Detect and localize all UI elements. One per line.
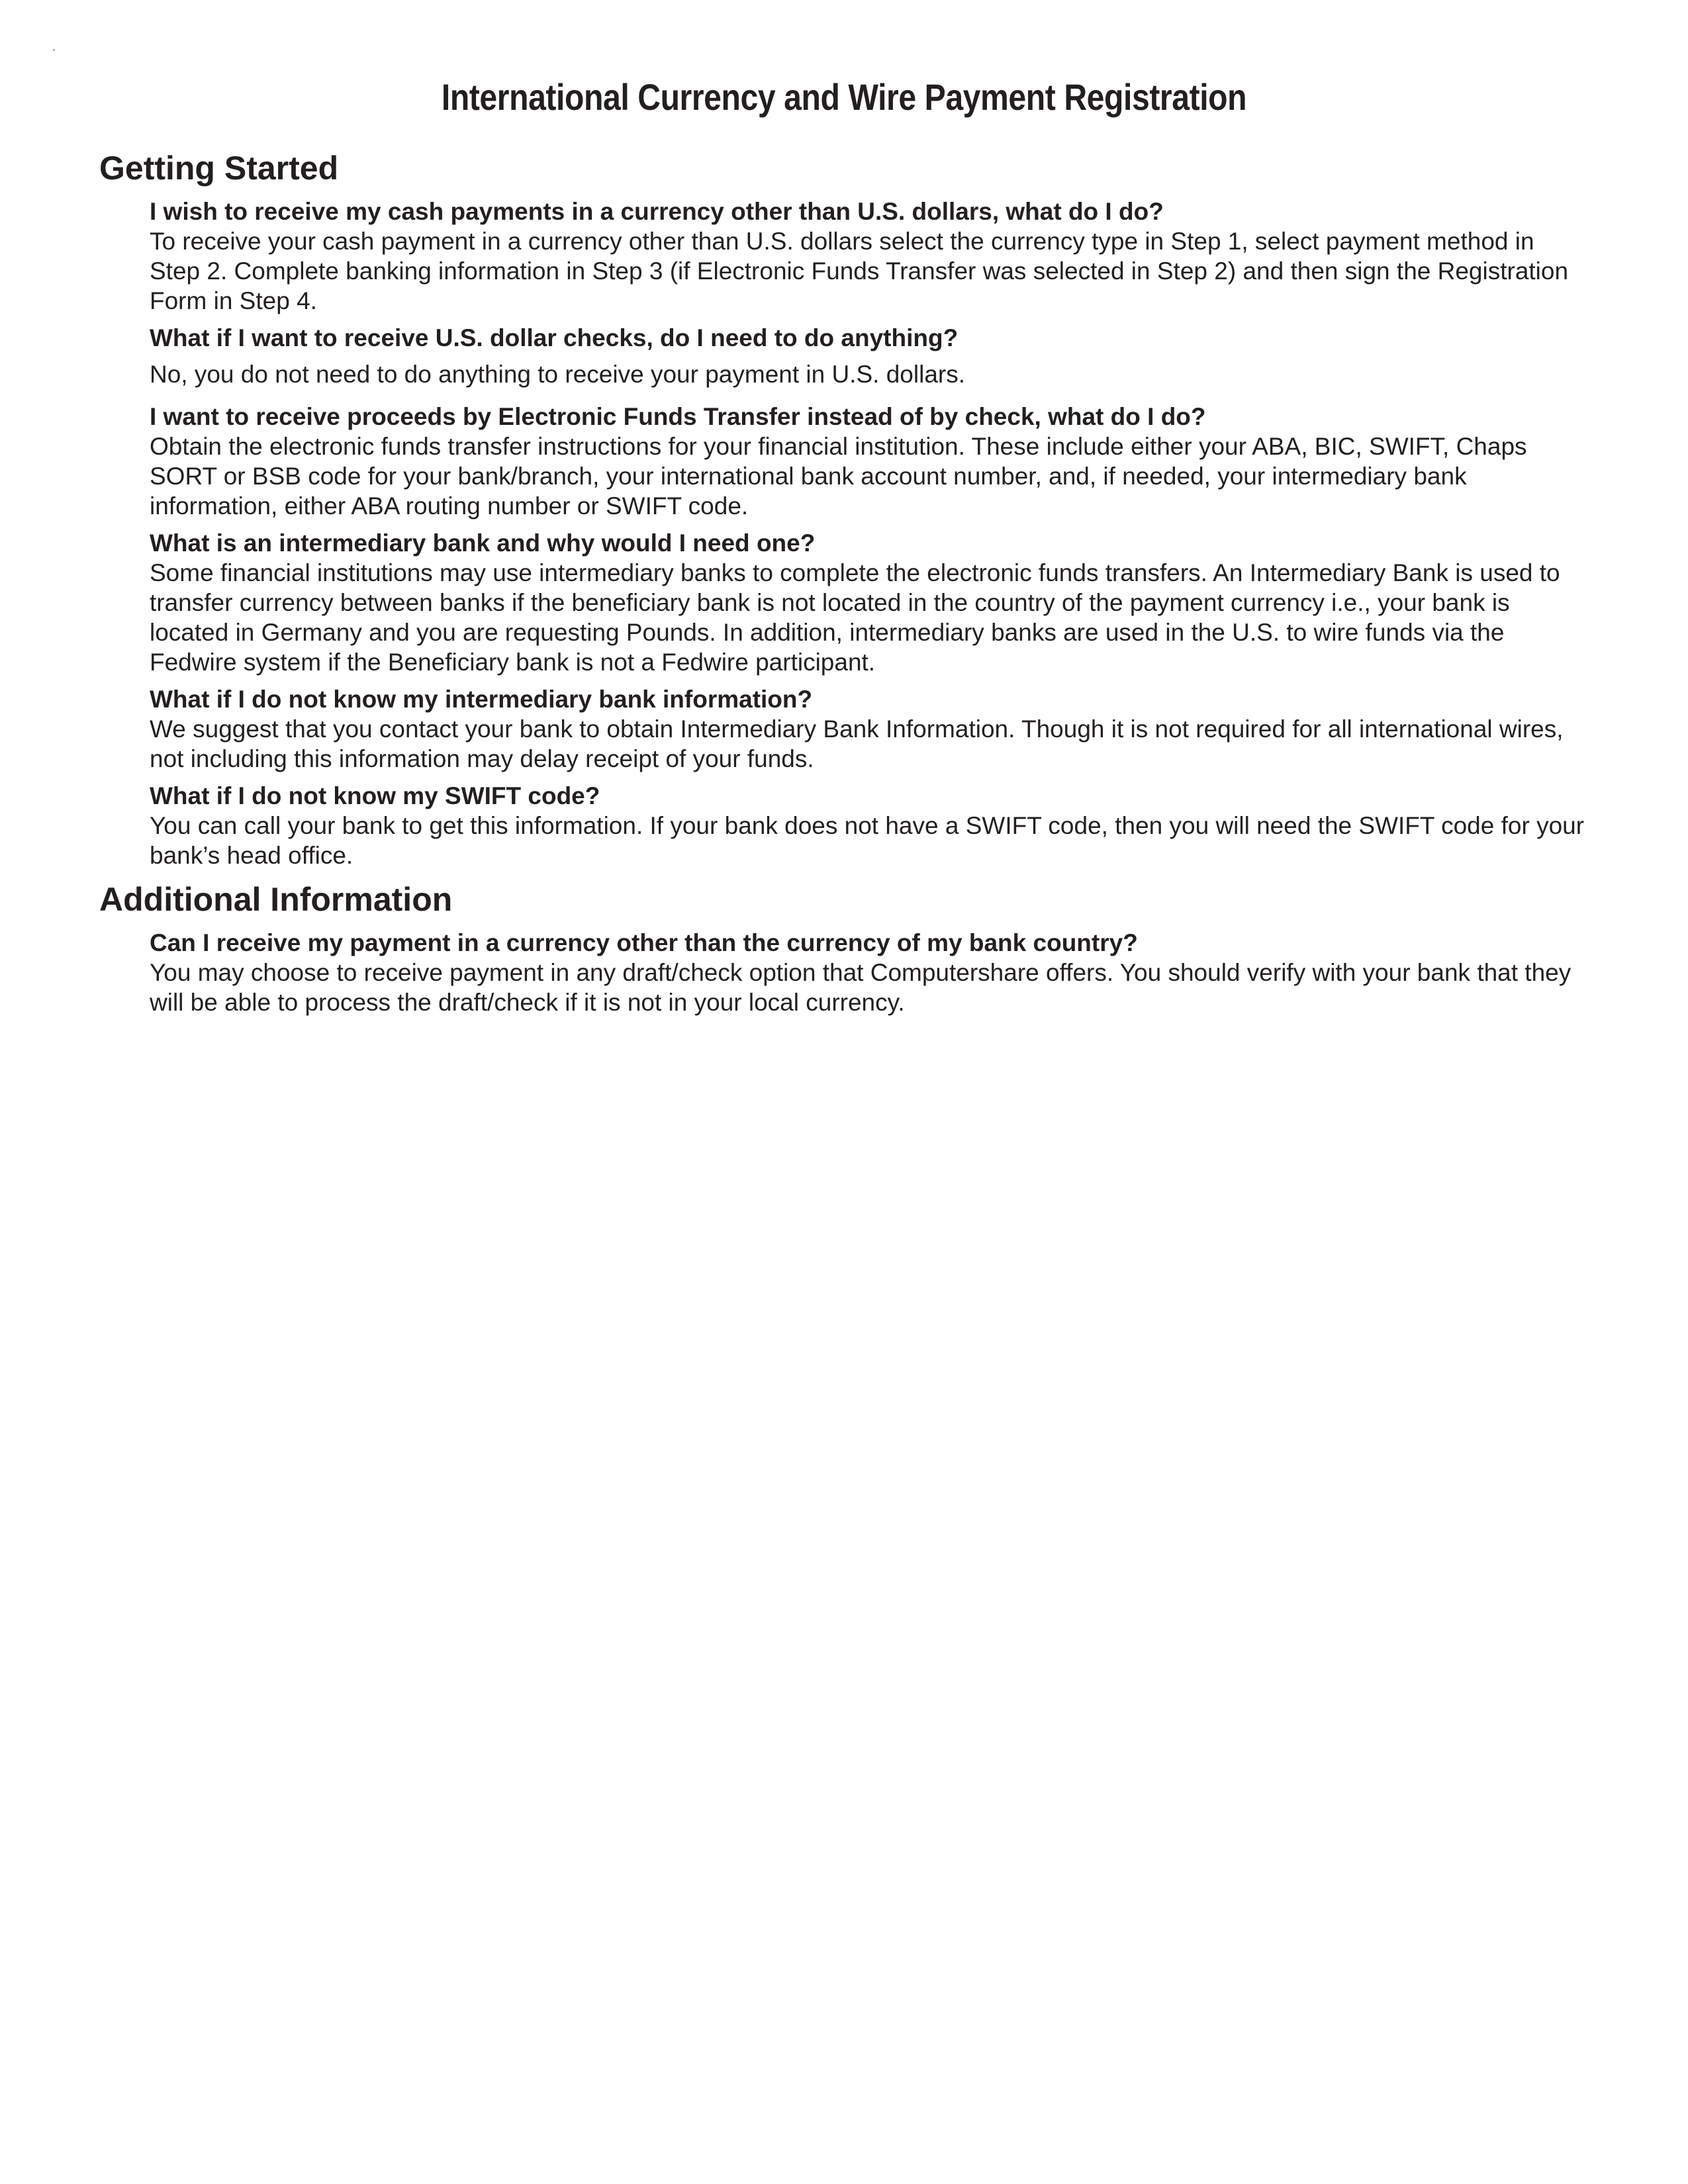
faq-answer: Some financial institutions may use intermediary banks to complete the electronic funds transfers. An Intermediary Bank is used to transfer currency between banks if the beneficiary bank is not located in the country of the payment currency i.e., your bank is located in Germany and you are requesting Pounds. In addition, intermediary banks are used in the U.S. to wire funds via the Fedwire system if the Beneficiary bank is not a Fedwire participant. — [150, 559, 1560, 676]
faq-item — [150, 197, 1589, 316]
faq-answer: We suggest that you contact your bank to obtain Intermediary Bank Information. Though it is not required for all international wires, not including this information may delay receipt of your funds. — [150, 715, 1564, 772]
faq-answer: You can call your bank to get this information. If your bank does not have a SWIFT code, then you will need the SWIFT code for your bank’s head office. — [150, 812, 1585, 869]
faq-question: I wish to receive my cash payments in a currency other than U.S. dollars, what do I do? — [150, 198, 1164, 225]
faq-question: What if I do not know my intermediary bank information? — [150, 686, 813, 713]
section-heading-getting-started: Getting Started — [99, 150, 339, 187]
corner-dot — [53, 49, 55, 51]
page-title: International Currency and Wire Payment Registration — [441, 76, 1247, 118]
faq-answer: No, you do not need to do anything to receive your payment in U.S. dollars. — [150, 361, 966, 388]
faq-question: I want to receive proceeds by Electronic Funds Transfer instead of by check, what do I do? — [150, 403, 1206, 430]
faq-question: What if I want to receive U.S. dollar checks, do I need to do anything? — [150, 324, 959, 351]
faq-answer: To receive your cash payment in a currency other than U.S. dollars select the currency type in Step 1, select payment method in Step 2. Complete banking information in Step 3 (if Electronic Funds Transfer was selected in Step 2) and then sign the Registration Form in Step 4. — [150, 228, 1569, 314]
faq-item — [150, 782, 1589, 870]
faq-list-getting-started — [99, 197, 1589, 870]
faq-answer: Obtain the electronic funds transfer instructions for your financial institution. These include either your ABA, BIC, SWIFT, Chaps SORT or BSB code for your bank/branch, your international bank account number, and, if needed, your intermediary bank information, either ABA routing number or SWIFT code. — [150, 433, 1527, 520]
document-body — [99, 147, 1589, 1025]
faq-item — [150, 402, 1589, 521]
faq-question: What if I do not know my SWIFT code? — [150, 782, 600, 809]
faq-item — [150, 529, 1589, 677]
section-heading-additional-information: Additional Information — [99, 881, 453, 918]
faq-question: Can I receive my payment in a currency other than the currency of my bank country? — [150, 929, 1138, 956]
faq-list-additional-information — [99, 929, 1589, 1017]
faq-item — [150, 685, 1589, 774]
faq-item — [150, 929, 1589, 1017]
faq-item — [150, 324, 1589, 389]
faq-question: What is an intermediary bank and why would I need one? — [150, 529, 816, 557]
faq-answer: You may choose to receive payment in any draft/check option that Computershare offers. You should verify with your bank that they will be able to process the draft/check if it is not in your local currency. — [150, 959, 1571, 1016]
